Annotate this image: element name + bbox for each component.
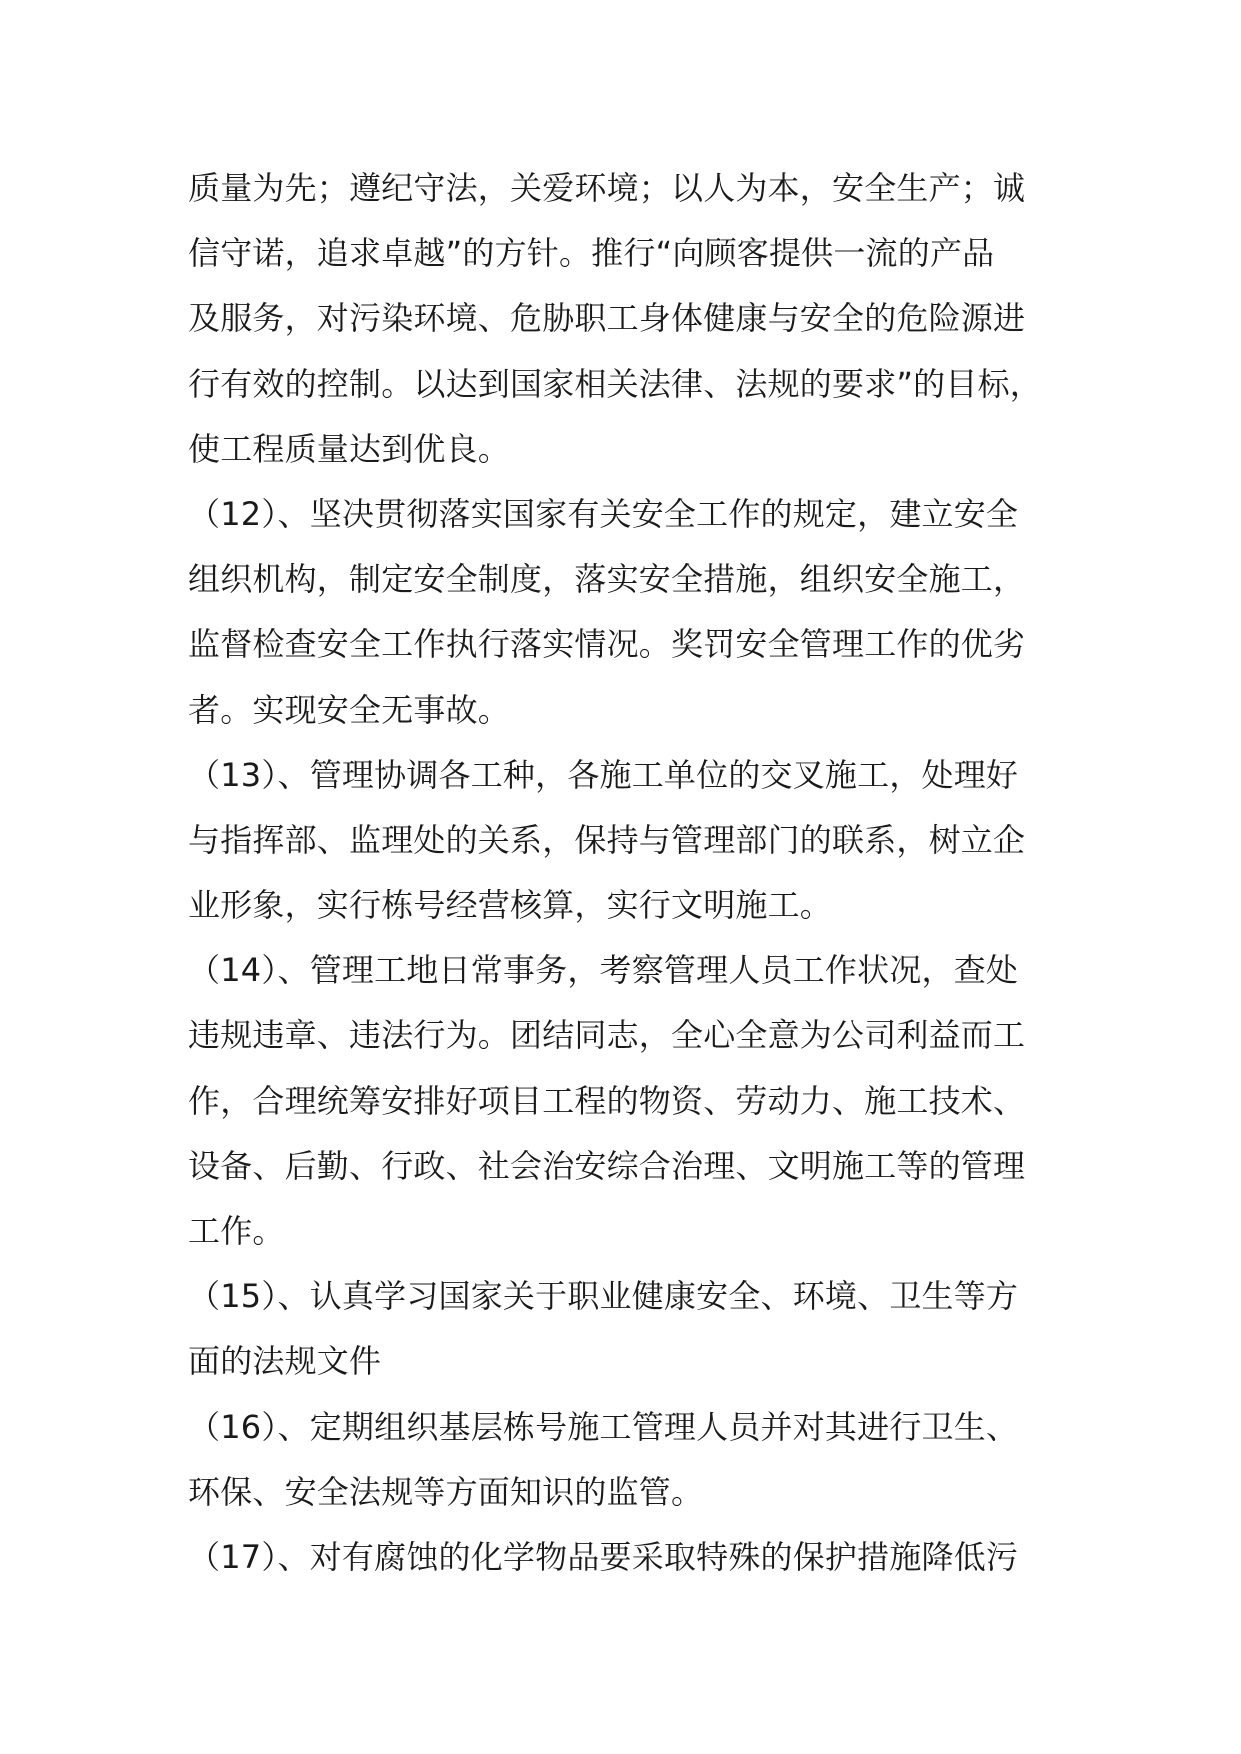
text-line: 设备、后勤、行政、社会治安综合治理、文明施工等的管理 xyxy=(188,1146,1026,1185)
text-line: （17）、对有腐蚀的化学物品要采取特殊的保护措施降低污 xyxy=(188,1537,1019,1576)
text-line: 工作。 xyxy=(188,1212,285,1250)
text-line: 质量为先；遵纪守法，关爱环境；以人为本，安全生产；诚 xyxy=(188,169,1026,207)
text-line: 监督检查安全工作执行落实情况。奖罚安全管理工作的优劣 xyxy=(188,625,1026,664)
text-line: 环保、安全法规等方面知识的监管。 xyxy=(188,1472,704,1511)
text-line: 者。实现安全无事故。 xyxy=(188,690,511,729)
document-body xyxy=(188,156,1068,1590)
text-line: 信守诺，追求卓越”的方针。推行“向顾客提供一流的产品 xyxy=(188,234,995,273)
text-line: 组织机构，制定安全制度，落实安全措施，组织安全施工， xyxy=(188,560,1026,599)
text-line: 行有效的控制。以达到国家相关法律、法规的要求”的目标， xyxy=(188,364,1042,403)
text-line: 及服务，对污染环境、危胁职工身体健康与安全的危险源进 xyxy=(188,299,1026,338)
text-line: 使工程质量达到优良。 xyxy=(188,429,511,468)
text-line: 作，合理统筹安排好项目工程的物资、劳动力、施工技术、 xyxy=(188,1081,1026,1120)
text-line: （13）、管理协调各工种，各施工单位的交叉施工，处理好 xyxy=(188,755,1019,794)
text-line: （12）、坚决贯彻落实国家有关安全工作的规定，建立安全 xyxy=(188,494,1019,533)
text-line: 与指挥部、监理处的关系，保持与管理部门的联系，树立企 xyxy=(188,820,1026,859)
text-line: （16）、定期组织基层栋号施工管理人员并对其进行卫生、 xyxy=(188,1407,1019,1446)
text-line: 面的法规文件 xyxy=(188,1342,382,1381)
text-line: （14）、管理工地日常事务，考察管理人员工作状况，查处 xyxy=(188,951,1019,990)
text-line: （15）、认真学习国家关于职业健康安全、环境、卫生等方 xyxy=(188,1277,1019,1316)
text-line: 违规违章、违法行为。团结同志，全心全意为公司利益而工 xyxy=(188,1016,1026,1055)
text-line: 业形象，实行栋号经营核算，实行文明施工。 xyxy=(188,886,833,925)
